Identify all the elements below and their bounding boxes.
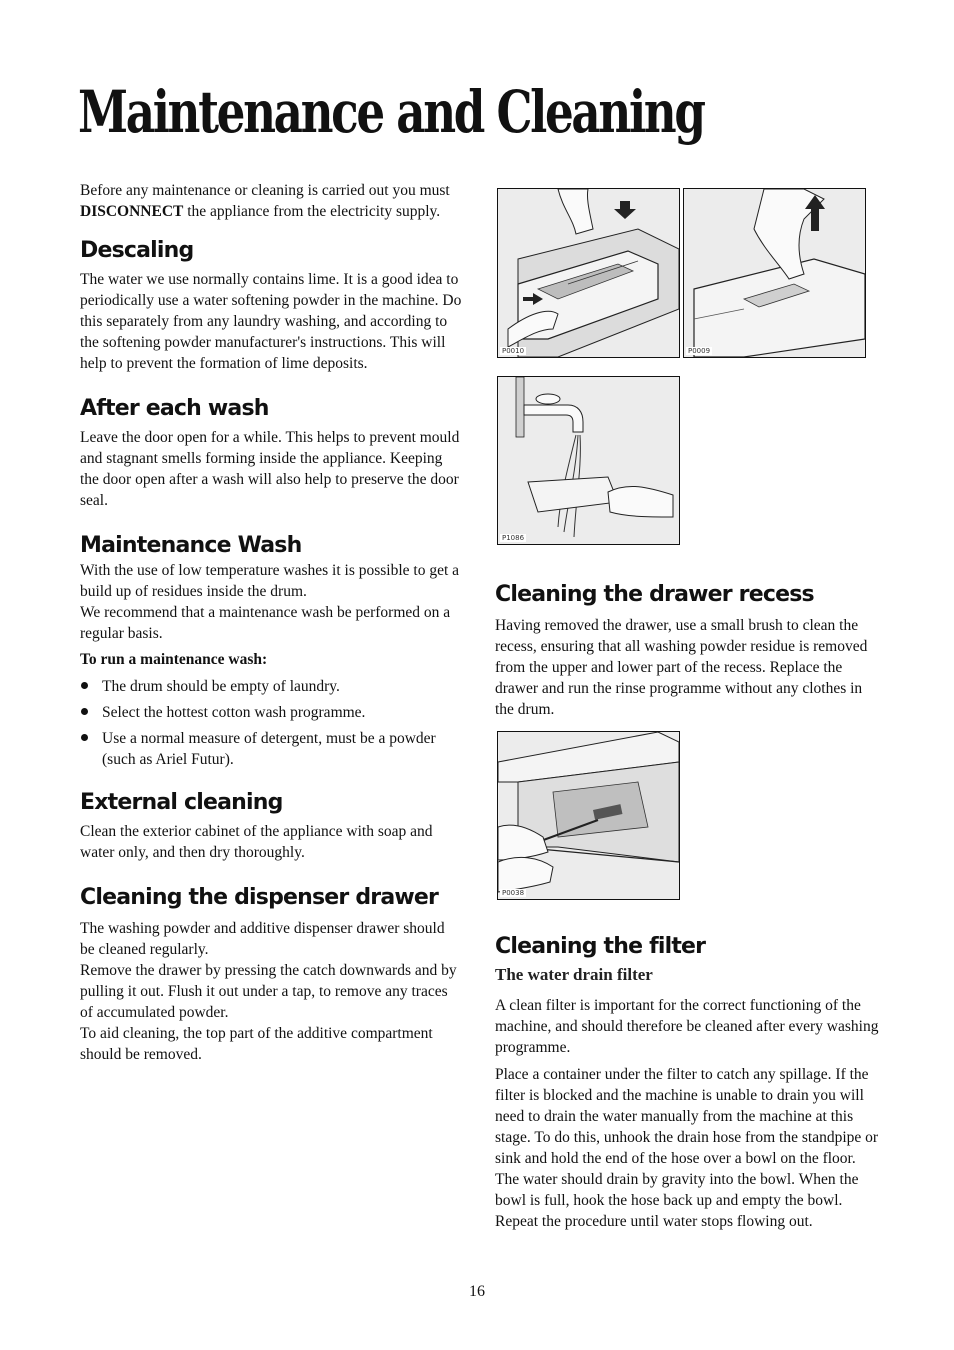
figure-compartment-lift <box>683 188 866 358</box>
compartment-lift-illustration-icon <box>684 189 865 357</box>
list-item-text: Select the hottest cotton wash programme. <box>102 704 366 721</box>
figure-drawer-removal <box>497 188 680 358</box>
brush-recess-illustration-icon <box>498 732 679 899</box>
maintenance-wash-list <box>80 676 462 770</box>
page-title: Maintenance and Cleaning <box>78 78 704 146</box>
maintenance-wash-text-2: We recommend that a maintenance wash be performed on a regular basis. <box>80 604 451 642</box>
after-wash-heading: After each wash <box>80 396 269 421</box>
list-item <box>80 676 462 697</box>
bullet-icon <box>81 708 88 715</box>
figure-code: P0009 <box>688 347 711 355</box>
descaling-text: The water we use normally contains lime. It is a good idea to periodically use a water softening powder in the machine. Do this separately from any laundry washing, and according to the softening powder manufacturer's instructions. This will help to prevent the formation of lime deposits. <box>80 271 462 372</box>
descaling-heading: Descaling <box>80 238 194 263</box>
list-item-text: The drum should be empty of laundry. <box>102 678 340 695</box>
list-item <box>80 702 462 723</box>
dispenser-text-2: Remove the drawer by pressing the catch downwards and by pulling it out. Flush it out under a tap, to remove any traces of accumulated powder. <box>80 962 457 1021</box>
drawer-removal-illustration-icon <box>498 189 679 357</box>
dispenser-drawer-heading: Cleaning the dispenser drawer <box>80 885 439 910</box>
bullet-icon <box>81 734 88 741</box>
page-number: 16 <box>469 1283 485 1300</box>
external-cleaning-text: Clean the exterior cabinet of the appliance with soap and water only, and then dry thoroughly. <box>80 823 433 861</box>
right-column-filter <box>495 934 880 1248</box>
maintenance-wash-heading: Maintenance Wash <box>80 533 302 558</box>
filter-subheading: The water drain filter <box>495 965 653 984</box>
filter-text-1: A clean filter is important for the correct functioning of the machine, and should therefore be cleaned after every washing programme. <box>495 997 879 1056</box>
maintenance-wash-text-1: With the use of low temperature washes it is possible to get a build up of residues inside the drum. <box>80 562 460 600</box>
drawer-recess-heading: Cleaning the drawer recess <box>495 582 814 607</box>
after-wash-text: Leave the door open for a while. This helps to prevent mould and stagnant smells forming inside the appliance. Keeping the door open after a wash will also help to preserve the door seal. <box>80 429 460 509</box>
left-column <box>80 180 462 1069</box>
tap-rinse-illustration-icon <box>498 377 679 544</box>
figure-tap-rinse <box>497 376 680 545</box>
bullet-icon <box>81 682 88 689</box>
dispenser-text-3: To aid cleaning, the top part of the additive compartment should be removed. <box>80 1025 433 1063</box>
figure-code: P1086 <box>502 534 525 542</box>
filter-text-2: Place a container under the filter to catch any spillage. If the filter is blocked and the machine is unable to drain you will need to drain the water manually from the machine at this stage. To do this, unhook the drain hose from the standpipe or sink and hold the end of the hose over a bowl on the floor. The water should drain by gravity into the bowl. When the bowl is full, hook the hose back up and empty the bowl. Repeat the procedure until water stops flowing out. <box>495 1066 879 1230</box>
figure-code: P0010 <box>502 347 525 355</box>
intro-text-end: the appliance from the electricity supply. <box>183 203 441 220</box>
filter-heading: Cleaning the filter <box>495 934 706 959</box>
intro-text-start: Before any maintenance or cleaning is carried out you must <box>80 182 450 199</box>
drawer-recess-text: Having removed the drawer, use a small brush to clean the recess, ensuring that all washing powder residue is removed from the upper and lower part of the recess. Replace the drawer and run the rinse programme without any clothes in the drum. <box>495 617 868 718</box>
external-cleaning-heading: External cleaning <box>80 790 283 815</box>
maintenance-wash-subheading: To run a maintenance wash: <box>80 651 268 668</box>
intro-bold-word: DISCONNECT <box>80 203 184 220</box>
figure-code: P0038 <box>502 889 525 897</box>
dispenser-text-1: The washing powder and additive dispenser drawer should be cleaned regularly. <box>80 920 445 958</box>
figure-brush-recess <box>497 731 680 900</box>
list-item <box>80 728 462 770</box>
right-column-recess <box>495 582 880 736</box>
intro-paragraph <box>80 180 462 222</box>
list-item-text: Use a normal measure of detergent, must be a powder (such as Ariel Futur). <box>102 730 436 768</box>
